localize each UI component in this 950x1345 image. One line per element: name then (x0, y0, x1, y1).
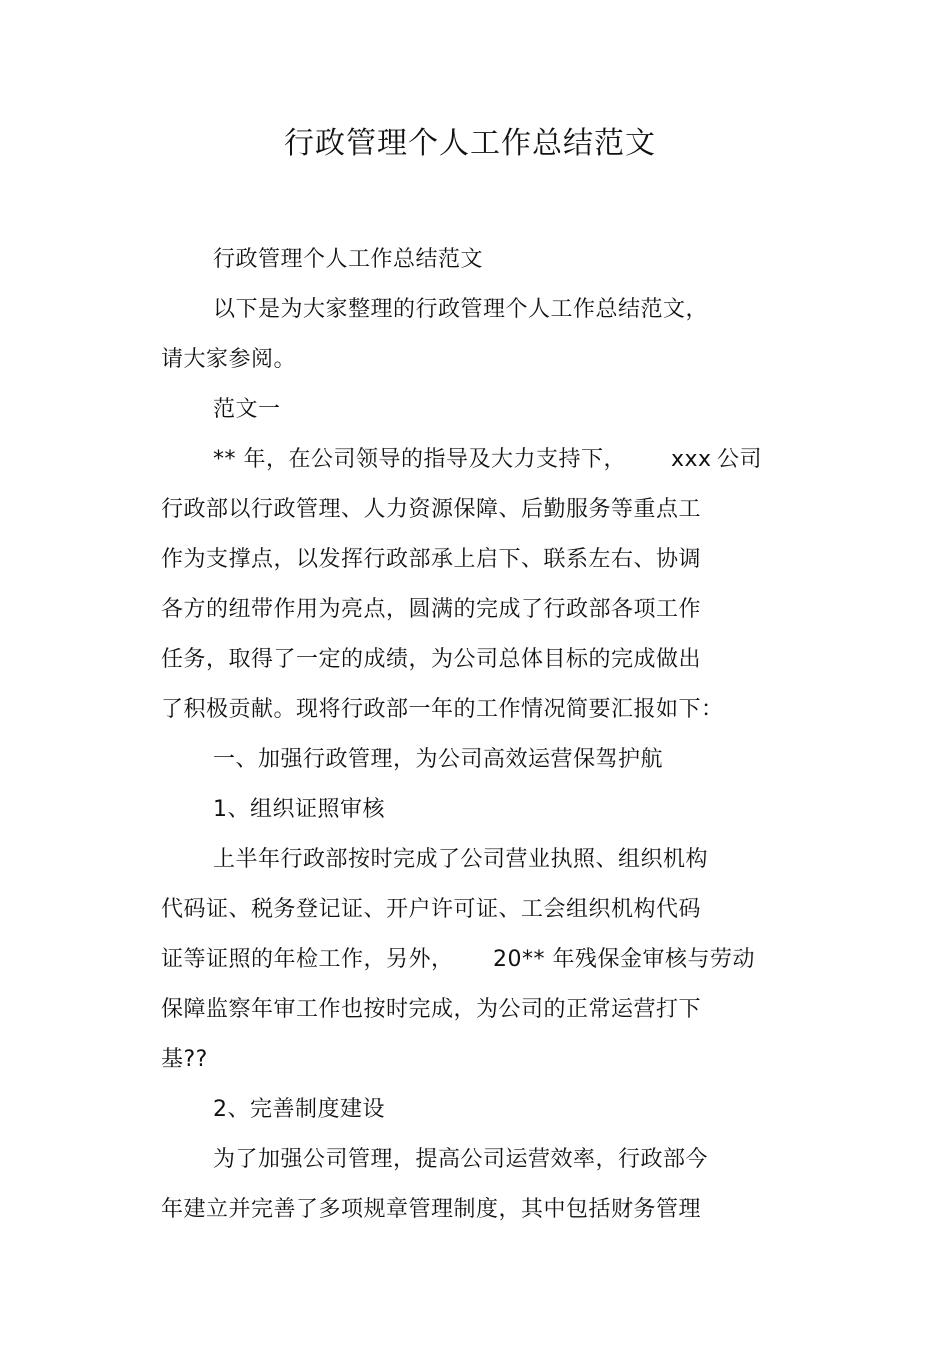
body-line-7: 上半年行政部按时完成了公司营业执照、组织机构 (213, 847, 709, 872)
body-line-8: 代码证、税务登记证、开户许可证、工会组织机构代码 (161, 897, 702, 922)
body-line-1a: ** 年，在公司领导的指导及大力支持下， (213, 447, 626, 472)
body-line-3: 作为支撑点，以发挥行政部承上启下、联系左右、协调 (161, 547, 702, 572)
sample-one-heading: 范文一 (213, 397, 281, 422)
subsection-heading-2: 2、完善制度建设 (213, 1097, 385, 1122)
subsection-heading-1: 1、组织证照审核 (213, 797, 385, 822)
body-line-2: 行政部以行政管理、人力资源保障、后勤服务等重点工 (161, 497, 702, 522)
section-heading-1: 一、加强行政管理，为公司高效运营保驾护航 (213, 747, 664, 772)
body-line-1b: xxx (671, 447, 712, 472)
paragraph-heading: 行政管理个人工作总结范文 (213, 247, 484, 272)
body-line-9b: 20** 年残保金审核与劳动 (493, 947, 755, 972)
body-line-10: 保障监察年审工作也按时完成，为公司的正常运营打下 (161, 997, 702, 1022)
intro-line-2: 请大家参阅。 (161, 347, 297, 372)
body-line-4: 各方的纽带作用为亮点，圆满的完成了行政部各项工作 (161, 597, 702, 622)
intro-line-1: 以下是为大家整理的行政管理个人工作总结范文， (213, 297, 709, 322)
document-title: 行政管理个人工作总结范文 (284, 126, 656, 161)
body-line-9a: 证等证照的年检工作，另外， (161, 947, 454, 972)
body-line-13: 年建立并完善了多项规章管理制度，其中包括财务管理 (161, 1197, 702, 1222)
body-line-1c: 公司 (717, 447, 763, 472)
body-line-12: 为了加强公司管理，提高公司运营效率，行政部今 (213, 1147, 709, 1172)
body-line-6: 了积极贡献。现将行政部一年的工作情况简要汇报如下： (161, 697, 724, 722)
body-line-11: 基?? (161, 1047, 208, 1072)
body-line-5: 任务，取得了一定的成绩，为公司总体目标的完成做出 (161, 647, 702, 672)
